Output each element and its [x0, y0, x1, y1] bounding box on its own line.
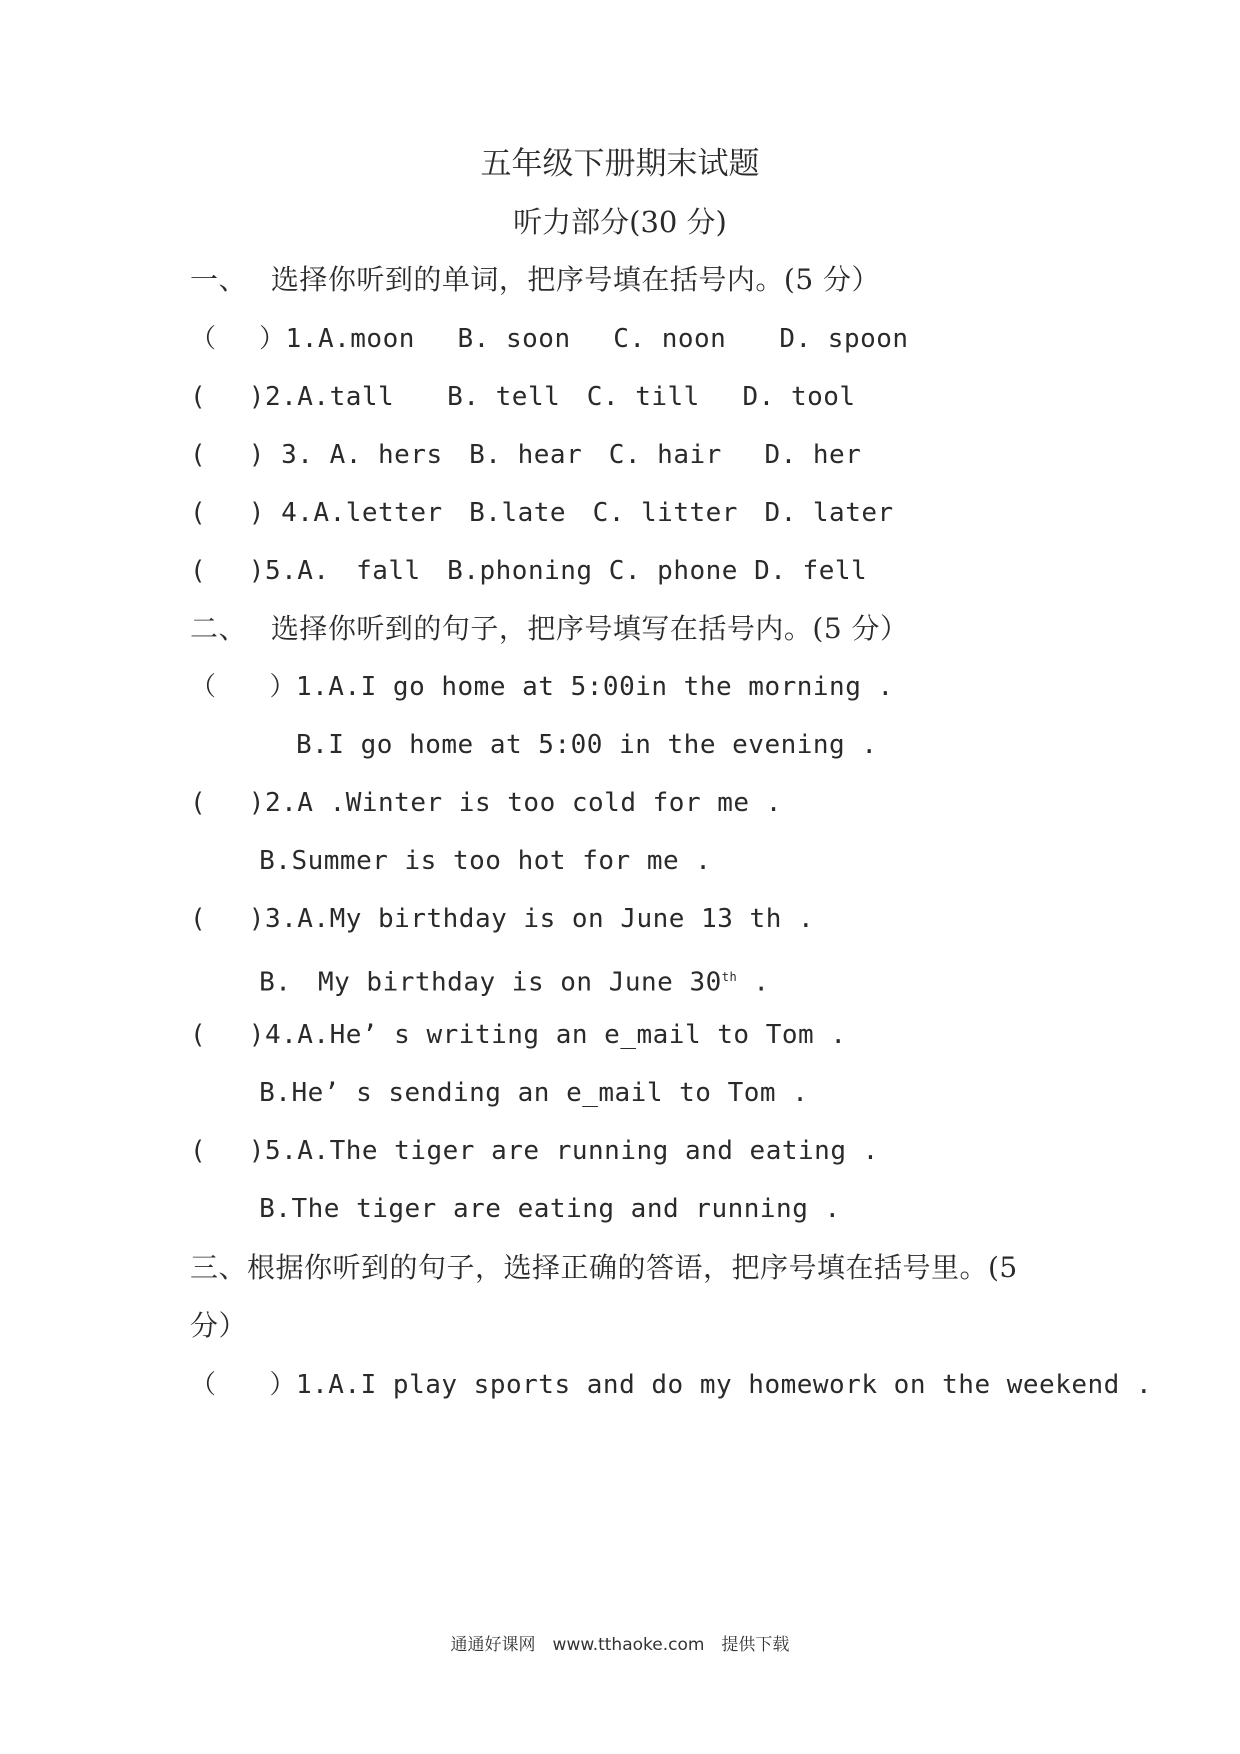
part2-item-3b-text: B. My birthday is on June 30: [190, 967, 722, 998]
part2-item-3a: ( )3.A.My birthday is on June 13 th .: [190, 904, 815, 934]
part2-heading: 二、 选择你听到的句子，把序号填写在括号内。(5 分）: [190, 612, 909, 645]
part1-item-5: ( )5.A. fall B.phoning C. phone D. fell: [190, 556, 868, 586]
part2-item-2b: B.Summer is too hot for me .: [190, 846, 712, 876]
part3-heading-cont: 分）: [190, 1309, 248, 1342]
footer-watermark: 通通好课网 www.tthaoke.com 提供下载: [450, 1635, 790, 1655]
part1-item-3: ( ) 3. A. hers B. hear C. hair D. her: [190, 440, 862, 470]
part2-item-4a: ( )4.A.He’ s writing an e_mail to Tom .: [190, 1020, 847, 1050]
part3-heading: 三、根据你听到的句子，选择正确的答语，把序号填在括号里。(5: [190, 1251, 1018, 1284]
part2-item-1b: B.I go home at 5:00 in the evening .: [190, 730, 878, 760]
part2-item-5b: B.The tiger are eating and running .: [190, 1194, 841, 1224]
part2-item-1a: （ ）1.A.I go home at 5:00in the morning .: [190, 672, 894, 702]
page-title: 五年级下册期末试题: [480, 146, 760, 182]
part1-heading: 一、 选择你听到的单词，把序号填在括号内。(5 分）: [190, 263, 881, 296]
part3-item-1a: （ ）1.A.I play sports and do my homework on the weekend .: [190, 1370, 1153, 1400]
part1-item-1: （ ）1.A.moon B. soon C. noon D. spoon: [190, 324, 909, 354]
part2-item-2a: ( )2.A .Winter is too cold for me .: [190, 788, 782, 818]
page-subtitle: 听力部分(30 分): [513, 205, 727, 239]
ordinal-suffix: th: [721, 970, 738, 984]
part2-item-3b-end: .: [737, 967, 770, 998]
part2-item-3b: [190, 959, 770, 1001]
part1-item-2: ( )2.A.tall B. tell C. till D. tool: [190, 382, 856, 412]
part1-item-4: ( ) 4.A.letter B.late C. litter D. later: [190, 498, 894, 528]
part2-item-5a: ( )5.A.The tiger are running and eating .: [190, 1136, 879, 1166]
part2-item-4b: B.He’ s sending an e_mail to Tom .: [190, 1078, 809, 1108]
